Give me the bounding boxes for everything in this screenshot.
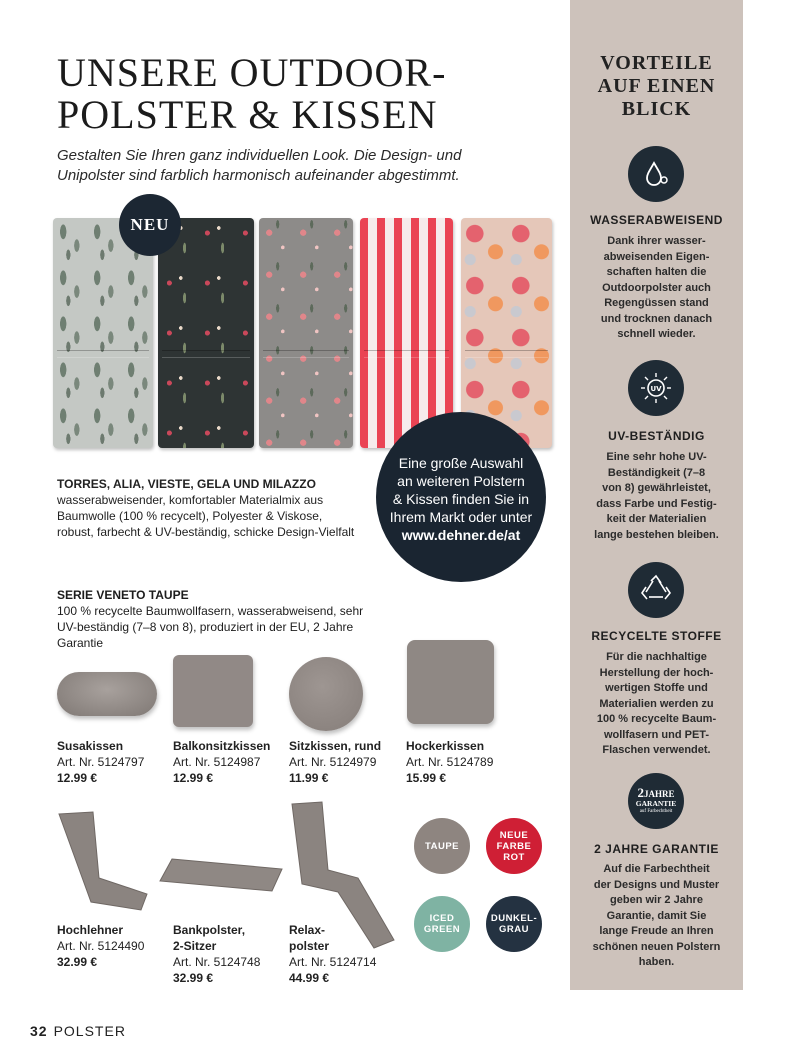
swatch-dunkelgrau [486,896,542,952]
intro-text [57,476,357,540]
uv-sun-icon [628,360,684,416]
product-image-balkonsitzkissen [173,655,253,727]
benefit-line: Flaschen verwendet. [602,744,711,756]
page-headline [57,52,527,136]
product-price: 32.99 € [173,971,214,985]
product-art: Art. Nr. 5124797 [57,755,145,769]
product-art: Art. Nr. 5124714 [289,955,377,969]
veneto-text: 100 % recycelte Baumwollfasern, wasserabweisend, sehr UV-beständig (7–8 von 8), produziert in der EU, 2 Jahre Garantie [57,604,364,650]
benefit-line: schaften halten die [606,266,707,278]
product-name: Hochlehner [57,923,124,937]
sidebar-title-line-2: AUF EINEN [597,75,716,97]
product-name-line-2: 2-Sitzer [173,939,217,953]
swatch-label-3: ROT [503,851,525,863]
page-number: 32 [30,1023,48,1039]
benefit-line: der Designs und Muster [593,878,720,891]
seal-small: auf Farbechtheit [639,808,673,814]
guarantee-seal-icon [628,773,684,829]
intro-body: wasserabweisender, komfortabler Materialmix aus Baumwolle (100 % recycelt), Polyester & Viskose, robust, farbecht & UV-beständig, schicke Design-Vielfalt [57,493,355,539]
product-relaxpolster [289,922,376,986]
product-art: Art. Nr. 5124979 [289,755,377,769]
benefit-line: abweisenden Eigen- [603,250,710,263]
svg-text:UV: UV [650,385,662,393]
benefit-line: Dank ihrer wasser- [607,235,706,247]
product-price: 44.99 € [289,971,330,985]
benefit-heading: WASSERABWEISEND [590,213,723,227]
benefit-heading: RECYCELTE STOFFE [591,629,722,643]
benefit-line: 100 % recycelte Baum- [596,713,717,725]
benefit-line: Garantie, damit Sie [606,909,707,922]
product-name-line-2: polster [289,939,330,953]
seal-word-2: GARANTIE [635,798,677,808]
benefit-line: schnell wieder. [617,328,696,340]
product-price: 12.99 € [57,771,98,785]
bubble-line-4: Ihrem Markt oder unter [389,509,533,525]
product-name: Sitzkissen, rund [289,739,382,753]
product-name-line-1: Bankpolster, [173,923,246,937]
section-name: POLSTER [53,1023,126,1039]
benefit-line: schönen neuen Polstern [592,940,721,953]
product-image-hockerkissen [407,640,494,724]
benefit-line: von 8) gewährleistet, [602,482,711,494]
benefits-sidebar [570,0,743,990]
product-image-susakissen [57,672,157,716]
swatch-iced-green [414,896,470,952]
benefit-line: geben wir 2 Jahre [610,894,703,906]
cushion-alia-dark-floral [158,218,254,448]
product-art: Art. Nr. 5124490 [57,939,145,953]
swatch-label-2: FARBE [496,840,532,852]
benefit-text [578,450,735,543]
headline-line-2: POLSTER & KISSEN [57,92,438,137]
cushion-gela-red-stripes [360,218,453,448]
swatch-label: TAUPE [425,840,459,852]
product-bankpolster [173,922,260,986]
benefit-line: Beständigkeit (7–8 [607,466,706,479]
swatch-taupe [414,818,470,874]
benefit-line: Herstellung der hoch- [599,666,714,679]
seal-number: 2 [637,784,644,800]
swatch-label-2: GRAU [499,924,529,935]
product-susakissen [57,738,144,786]
page-footer [30,1023,126,1039]
product-image-hochlehner [55,810,150,915]
bubble-url-link[interactable]: www.dehner.de/at [401,527,521,543]
benefit-line: wertigen Stoffe und [605,682,708,694]
product-image-sitzkissen-rund [289,657,363,731]
benefit-text [578,234,735,343]
water-drop-icon [628,146,684,202]
benefit-line: keit der Materialien [606,513,707,525]
product-price: 32.99 € [57,955,98,969]
benefit-line: Eine sehr hohe UV- [606,451,707,463]
info-bubble [376,412,546,582]
swatch-label-1: NEUE [499,829,529,841]
swatch-label-2: GREEN [423,924,461,935]
veneto-description [57,587,377,651]
benefit-line: lange bestehen bleiben. [594,528,719,541]
intro-bold: TORRES, ALIA, VIESTE, GELA UND MILAZZO [57,477,316,491]
product-art: Art. Nr. 5124748 [173,955,261,969]
bubble-line-2: an weiteren Polstern [397,473,525,489]
product-price: 15.99 € [406,771,447,785]
sidebar-title-line-1: VORTEILE [600,52,713,74]
headline-line-1: UNSERE OUTDOOR- [57,50,447,95]
benefit-text [578,862,735,971]
benefit-heading: UV-BESTÄNDIG [608,429,705,443]
benefit-line: lange Freude an Ihren [599,925,714,937]
benefit-line: und trocknen danach [600,312,713,325]
benefit-line: Outdoorpolster auch [602,281,711,294]
product-name: Hockerkissen [406,739,485,753]
page-subline: Gestalten Sie Ihren ganz individuellen Look. Die Design- und Unipolster sind farblich harmonisch aufeinander abgestimmt. [57,147,462,184]
product-price: 11.99 € [289,771,329,785]
product-hochlehner [57,922,144,970]
benefit-line: dass Farbe und Festig- [596,497,717,510]
product-art: Art. Nr. 5124789 [406,755,494,769]
product-image-bankpolster [158,855,286,895]
product-balkonsitzkissen [173,738,270,786]
benefit-text [578,650,735,759]
benefit-line: haben. [638,956,675,968]
benefit-line: Regengüssen stand [604,297,709,309]
product-name: Balkonsitzkissen [173,739,271,753]
swatch-label-1: DUNKEL- [490,913,538,924]
product-price: 12.99 € [173,771,214,785]
sidebar-title [570,52,743,121]
swatch-neue-farbe-rot [486,818,542,874]
product-name: Susakissen [57,739,124,753]
product-sitzkissen-rund [289,738,381,786]
product-art: Art. Nr. 5124987 [173,755,261,769]
product-hockerkissen [406,738,493,786]
product-name-line-1: Relax- [289,923,326,937]
cushion-vieste-grey-floral [259,218,353,448]
benefit-heading: 2 JAHRE GARANTIE [594,842,719,856]
swatch-label-1: ICED [429,913,455,924]
benefit-line: wollfasern und PET- [603,728,710,741]
bubble-line-1: Eine große Auswahl [398,455,524,471]
recycle-icon [628,562,684,618]
bubble-line-3: & Kissen finden Sie in [392,491,530,507]
seal-word: JAHRE [643,788,675,799]
sidebar-title-line-3: BLICK [621,98,692,120]
benefit-line: Materialien werden zu [599,697,714,710]
veneto-title: SERIE VENETO TAUPE [57,588,189,602]
new-badge: NEU [119,194,181,256]
benefit-line: Für die nachhaltige [606,651,707,663]
benefit-line: Auf die Farbechtheit [603,863,710,875]
